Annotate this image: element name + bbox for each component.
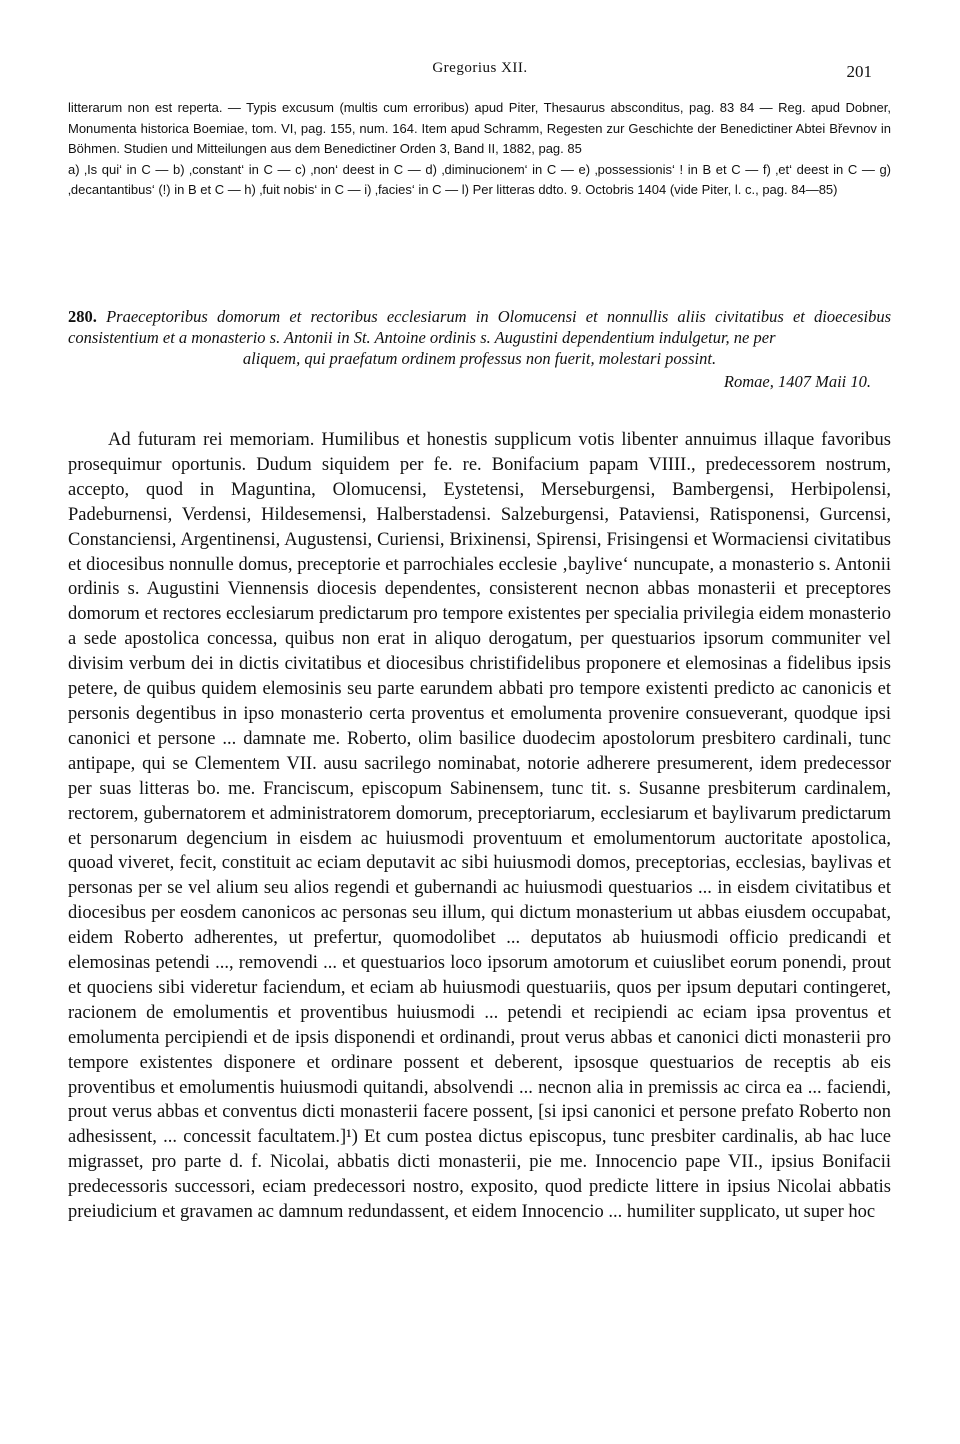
variant-notes: a) ‚Is qui‘ in C — b) ‚constant‘ in C — c) ‚non‘ deest in C — d) ‚diminucionem‘ in C — e) ‚possessionis‘ ! in B et C — f) ‚et‘ deest in C — g) ‚decantantibus‘ (!) in B et C — h) ‚fuit nobis‘ in C — i) ‚facies‘ in C — l) Per litteras ddto. 9. Octobris 1404 (vide Piter, l. c., pag. 84—85) <box>68 161 891 197</box>
entry-summary-text: Praeceptoribus domorum et rectoribus ecclesiarum in Olomucensi et nonnullis aliis civitatibus et dioecesibus consistentium et a monasterio s. Antonii in St. Antoine ordinis s. Augustini dependentium indulgetur, ne per <box>68 307 892 347</box>
document-body <box>68 428 891 1225</box>
entry-summary-last-line: aliquem, qui praefatum ordinem professus non fuerit, molestari possint. <box>242 349 717 368</box>
footnotes-block <box>68 98 891 201</box>
entry-date: Romae, 1407 Maii 10. <box>723 372 871 391</box>
running-title: Gregorius XII. <box>432 60 528 76</box>
source-note: litterarum non est reperta. — Typis excusum (multis cum erroribus) apud Piter, Thesaurus absconditus, pag. 83 84 — Reg. apud Dobner, Monumenta historica Boemiae, tom. VI, pag. 155, num. 164. Item apud Schramm, Regesten zur Geschichte der Benedictiner Abtei Břevnov in Böhmen. Studien und Mitteilungen aus dem Benedictiner Orden 3, Band II, 1882, pag. 85 <box>68 100 891 156</box>
body-paragraph: Ad futuram rei memoriam. Humilibus et honestis supplicum votis libenter annuimus illaque favoribus prosequimur oportunis. Dudum siquidem per fe. re. Bonifacium papam VIIII., predecessorem nostrum, accepto, quod in Maguntina, Olomucensi, Eystetensi, Merseburgensi, Bambergensi, Herbipolensi, Padeburnensi, Verdensi, Hildesemensi, Halberstadensi. Salzeburgensi, Pataviensi, Ratisponensi, Gurcensi, Constanciensi, Argentinensi, Augustensi, Curiensi, Brixinensi, Spirensi, Frisingensi et Wormaciensi civitatibus et diocesibus nonnulle domus, preceptorie et parrochiales ecclesie ‚baylive‘ nuncupate, a monasterio s. Antonii ordinis s. Augustini Viennensis diocesis dependentes, consisterent necnon abbas monasterii et preceptores domorum et rectores ecclesiarum predictarum pro tempore existentes per specialia privilegia eidem monasterio a sede apostolica concessa, quibus non erat in aliquo derogatum, per questuarios ipsorum communiter vel divisim verbum dei in dictis civitatibus et diocesibus christifidelibus proponere et elemosinas a fidelibus ipsis petere, de quibus quidem elemosinis seu parte earundem abbati pro tempore existenti predicto ac canonicis et personis degentibus in ipso monasterio certa proventus et emolumenta provenire consueverant, quodque ipsi canonici et persone ... damnate me. Roberto, olim basilice duodecim apostolorum presbitero cardinali, tunc antipape, qui se Clementem VII. ausu sacrilego nominabat, notorie adherere presumerent, idem predecessor per suas litteras bo. me. Franciscum, episcopum Sabinensem, tunc tit. s. Susanne presbiterum cardinalem, rectorem, gubernatorem et administratorem domorum, preceptoriarum, ecclesiarum et baylivarum predictarum et personarum degencium in eisdem ac huiusmodi proventuum et emolumentorum auctoritate apostolica, quoad viveret, fecit, constituit ac eciam deputavit ac sibi huiusmodi domos, preceptorias, ecclesias, baylivas et personas per se vel alium seu alios regendi et gubernandi ac huiusmodi questuarios ... in eisdem civitatibus et diocesibus per eosdem canonicos ac personas seu illum, qui dictum monasterium ut abbas eiusdem occupabat, eidem Roberto adherentes, ut prefertur, quomodolibet ... deputatos ab huiusmodi officio predicandi et elemosinas petendi ..., removendi ... et questuarios loco ipsorum amotorum et cuiuslibet eorum ponendi, prout et quociens sibi videretur faciendum, et eciam ab huiusmodi questuariis, quos per ipsum deputari contingeret, racionem de emolumentis et proventibus huiusmodi ... petendi et recipiendi ac eciam ipsa proventus et emolumenta percipiendi et de ipsis disponendi et ordinandi, prout verus abbas et canonici dicti monasterii pro tempore existentes disponere et ordinare possent et deberent, ipsosque questuarios de receptis ab eis proventibus et emolumentis huiusmodi quitandi, absolvendi ... necnon alia in premissis ac circa ea ... faciendi, prout verus abbas et conventus dicti monasterii facere possent, [si ipsi canonici et persone prefato Roberto non adhesissent, ... concessit facultatem.]¹) Et cum postea dictus episcopus, tunc presbiter cardinalis, ab hac luce migrasset, pro parte d. f. Nicolai, abbatis dicti monasterii, pie me. Innocencio pape VII., ipsius Bonifacii predecessoris successori, eciam predecessori nostro, exposito, quod predicte littere in ipsius Nicolai abbatis preiudicium et gravamen ac damnum redundassent, et eidem Innocencio ... humiliter supplicato, ut super hoc <box>68 430 891 1223</box>
entry-number: 280. <box>68 307 97 326</box>
page-number: 201 <box>846 62 872 81</box>
entry-summary <box>68 306 891 348</box>
entry-heading <box>68 306 891 392</box>
